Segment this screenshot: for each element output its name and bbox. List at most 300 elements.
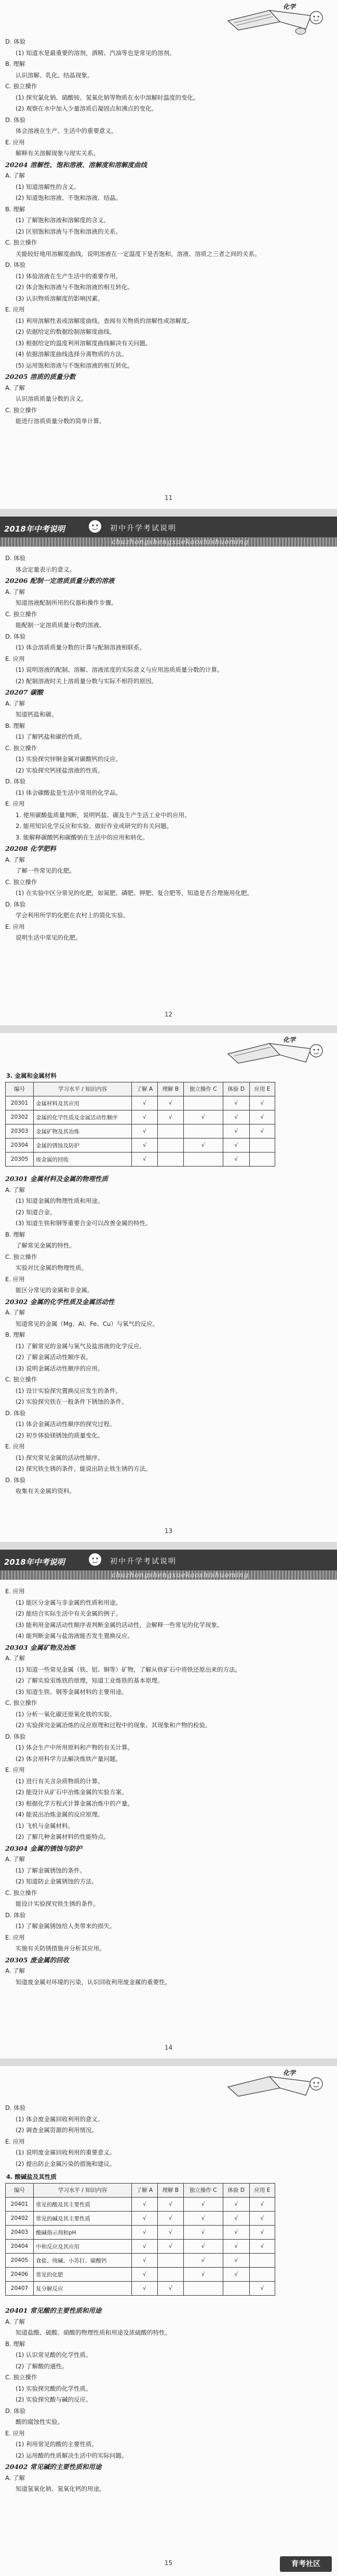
cell-mark: √ — [157, 1096, 183, 1110]
table-header-row — [6, 2184, 275, 2198]
header-pinyin: chuzhongshengxuekaoshishuoming — [112, 1571, 249, 1579]
section-heading: 20402 常见碱的主要性质和用途 — [5, 2463, 102, 2471]
text-line: (2) 实验探究酸与碱的反应。 — [16, 2396, 92, 2403]
text-line: (2) 了解金属活动性顺序表。 — [16, 1353, 92, 1361]
text-line: (4) 能说出冶炼金属的反应原理。 — [16, 1811, 104, 1818]
text-line: A. 了解 — [5, 856, 25, 863]
text-line: (1) 了解钙盐和碳的性质。 — [16, 733, 86, 740]
header-badge — [223, 1033, 332, 1069]
section-heading: 20301 金属材料及金属的物理性质 — [5, 1175, 108, 1183]
text-line: E. 应用 — [5, 1933, 25, 1941]
text-line: B. 理解 — [5, 1331, 25, 1338]
section-heading: 20303 金属矿物及冶炼 — [5, 1643, 76, 1651]
text-line: (2) 知道防止金属锈蚀的方法。 — [16, 1878, 98, 1885]
cell-code: 20402 — [6, 2212, 34, 2226]
text-line: 2. 能用知识化学反应和实验、做好作业或研究的有关问题。 — [16, 822, 173, 830]
text-line: (1) 体会生产中所用原料和产物的有关计算。 — [16, 1744, 133, 1751]
cell-mark: √ — [157, 2226, 183, 2240]
book-mascot-icon — [223, 0, 332, 36]
text-line: (2) 实验探究铁在一般条件下锈蚀的条件。 — [16, 1398, 128, 1405]
cell-mark — [157, 2254, 183, 2268]
text-line: D. 体验 — [5, 900, 26, 908]
header-badge — [223, 2066, 332, 2103]
page-4-body — [5, 1586, 332, 1988]
table-row — [6, 2282, 275, 2296]
cell-code: 20302 — [6, 1110, 34, 1124]
cell-mark: √ — [132, 1153, 158, 1167]
text-line: 知道盐酸、硫酸、硝酸的物理性质和用途及浓硫酸的特性。 — [16, 2329, 171, 2336]
book-mascot-icon — [223, 1033, 332, 1069]
text-line: E. 应用 — [5, 1588, 25, 1595]
text-line: (1) 探究常见金属的活动性顺序。 — [16, 1454, 104, 1461]
text-line: E. 应用 — [5, 1766, 25, 1773]
cell-code: 20305 — [6, 1153, 34, 1167]
cell-mark: √ — [249, 2240, 275, 2254]
cell-mark: √ — [223, 2226, 249, 2240]
cell-code: 20403 — [6, 2226, 34, 2240]
text-line: C. 独立操作 — [5, 2374, 37, 2381]
text-line: 了解常见金属的特性。 — [16, 1242, 75, 1249]
text-line: (2) 了解实验室炼铁的原理，知道工业炼铁的基本原理。 — [16, 1677, 164, 1684]
col-header-level: 理解 B — [157, 2184, 183, 2198]
cell-code: 20405 — [6, 2254, 34, 2268]
text-line: (1) 体会金属活动性顺序的探究过程。 — [16, 1420, 116, 1428]
text-line: (2) 知道合金。 — [16, 1208, 56, 1216]
text-line: C. 独立操作 — [5, 744, 37, 752]
section-heading: 20207 碳酸 — [5, 688, 43, 696]
text-line: (2) 能结合实际生活中有关金属的例子。 — [16, 1610, 122, 1617]
text-line: A. 了解 — [5, 1967, 25, 1974]
cell-mark: √ — [132, 2254, 158, 2268]
text-line: 知道废金属对环境的污染，认识回收利用废金属的重要性。 — [16, 1978, 171, 1986]
text-line: (2) 了解酸的通性。 — [16, 2362, 68, 2370]
cell-mark — [157, 2268, 183, 2282]
text-line: (3) 认识物质溶解度的影响因素。 — [16, 294, 104, 302]
text-line: C. 独立操作 — [5, 1889, 37, 1896]
col-header-content: 学习水平 / 知识内容 — [34, 1082, 132, 1096]
text-line: (2) 探究铁生锈的条件，能说出防止铁生锈的方法。 — [16, 1465, 152, 1472]
cell-content: 常见的化肥 — [34, 2268, 132, 2282]
header-title: 初中升学考试说明 — [110, 524, 177, 533]
table-row — [6, 2240, 275, 2254]
col-header-level: 体验 D — [223, 1082, 249, 1096]
text-line: D. 体验 — [5, 1732, 26, 1740]
section-heading: 20302 金属的化学性质及金属活动性 — [5, 1297, 115, 1306]
text-line: E. 应用 — [5, 1275, 25, 1283]
header-pinyin: chuzhongshengxuekaoshishuoming — [112, 538, 249, 546]
text-line: (2) 知道饱和溶液、不饱和溶液、结晶。 — [16, 194, 122, 201]
text-line: (2) 了解几种金属材料的性能特点。 — [16, 1833, 110, 1840]
cell-code: 20304 — [6, 1138, 34, 1153]
text-line: 实验对比金属的物理性质。 — [16, 1264, 87, 1271]
text-line: (1) 分析一氧化碳还原氧化铁的实验。 — [16, 1710, 116, 1718]
col-header-level: 应用 E — [249, 1082, 275, 1096]
text-line: 实施有关防锈措施并分析其应用。 — [16, 1945, 105, 1952]
text-line: 1. 使用碳酸盐质量判断，说明钙盐、碳及生产生活工业中的应用。 — [16, 811, 191, 819]
cell-mark: √ — [223, 2268, 249, 2282]
cell-mark — [183, 1124, 223, 1138]
text-line: (5) 运用饱和溶液与不饱和溶液的相互转化。 — [16, 361, 133, 369]
text-line: (1) 了解金属锈蚀的条件。 — [16, 1866, 86, 1874]
col-header-level: 体验 D — [223, 2184, 249, 2198]
col-header-code: 编号 — [6, 1082, 34, 1096]
text-line: D. 体验 — [5, 2104, 26, 2111]
text-line: 学会利用所学的化肥在农村上的简化实验。 — [16, 912, 129, 919]
section-heading: 20304 金属的锈蚀与防护 — [5, 1844, 82, 1852]
cell-mark: √ — [157, 2198, 183, 2212]
cell-mark: √ — [132, 1138, 158, 1153]
text-line: (1) 说明废金属回收利用的重要意义。 — [16, 2149, 116, 2156]
cell-mark: √ — [183, 2268, 223, 2282]
text-line: D. 体验 — [5, 2407, 26, 2415]
text-line: (1) 设计实验探究置换反应发生的条件。 — [16, 1387, 122, 1394]
text-line: (2) 观察在水中加入少量溶质后凝固点和沸点的变化。 — [16, 105, 157, 112]
cell-mark: √ — [132, 2240, 158, 2254]
text-line: 了解一些常见的化肥。 — [16, 867, 75, 874]
text-line: (1) 了解饱和溶液和溶解度的含义。 — [16, 216, 110, 224]
cell-code: 20404 — [6, 2240, 34, 2254]
text-line: (1) 知道金属的物理性质和用途。 — [16, 1197, 104, 1204]
text-line: 能区分常见的金属和非金属。 — [16, 1286, 93, 1294]
text-line: (3) 说明金属活动性顺序的应用。 — [16, 1364, 104, 1372]
col-header-level: 了解 A — [132, 1082, 158, 1096]
subject-badge: 化学 — [283, 3, 296, 10]
text-line: D. 体验 — [5, 261, 26, 268]
cell-mark: √ — [249, 1096, 275, 1110]
text-line: A. 了解 — [5, 2317, 25, 2325]
text-line: (2) 配制溶液时关上溶质量分数与实际不相符的原因。 — [16, 677, 157, 685]
text-line: 能设计实验探究铁生锈的条件。 — [16, 1900, 99, 1907]
section-title: 3. 金属和金属材料 — [6, 1072, 57, 1079]
cell-mark: √ — [183, 2212, 223, 2226]
text-line: (3) 知道生铁和钢等重要合金可以改善金属的特性。 — [16, 1219, 152, 1227]
page-2 — [0, 517, 337, 1025]
text-line: (4) 依据溶解度曲线选择分离物质的方法。 — [16, 350, 128, 358]
cell-code: 20406 — [6, 2268, 34, 2282]
text-line: 知道常见的金属（Mg、Al、Fe、Cu）与氧气的反应。 — [16, 1320, 159, 1327]
text-line: (4) 能判断金属与盐溶液能否发生置换反应。 — [16, 1632, 133, 1639]
cell-content: 金属材料及其应用 — [34, 1096, 132, 1110]
text-line: D. 体验 — [5, 778, 26, 785]
text-line: 知道氢氧化钠、氢氧化钙的用途。 — [16, 2485, 105, 2492]
cell-mark: √ — [223, 1153, 249, 1167]
table-row — [6, 1138, 275, 1153]
table-row — [6, 2226, 275, 2240]
text-line: E. 应用 — [5, 655, 25, 662]
cell-mark: √ — [183, 2240, 223, 2254]
table-row — [6, 1153, 275, 1167]
text-line: E. 应用 — [5, 2137, 25, 2145]
text-line: (1) 能区分金属与非金属的性质和用途。 — [16, 1598, 122, 1606]
cell-mark: √ — [249, 2212, 275, 2226]
cell-mark: √ — [157, 2240, 183, 2254]
cell-mark: √ — [223, 2212, 249, 2226]
text-line: 认识溶质质量分数的含义。 — [16, 395, 87, 402]
col-header-level: 应用 E — [249, 2184, 275, 2198]
text-line: A. 了解 — [5, 2474, 25, 2482]
cell-mark — [157, 1124, 183, 1138]
table-row — [6, 2212, 275, 2226]
section-heading: 20305 废金属的回收 — [5, 1956, 69, 1964]
text-line: C. 独立操作 — [5, 1253, 37, 1260]
text-line: 体会定量表示的意义。 — [16, 565, 75, 573]
text-line: E. 应用 — [5, 1443, 25, 1450]
text-line: A. 了解 — [5, 1855, 25, 1863]
cell-mark: √ — [249, 1124, 275, 1138]
cell-mark: √ — [183, 1138, 223, 1153]
cell-mark — [223, 2282, 249, 2296]
text-line: D. 体验 — [5, 1911, 26, 1919]
text-line: D. 体验 — [5, 38, 26, 45]
cell-mark — [249, 2268, 275, 2282]
header-badge — [223, 0, 332, 36]
table-row — [6, 1124, 275, 1138]
text-line: (3) 知道生铁、钢等金属材料的主要用途。 — [16, 1688, 128, 1696]
section-heading: 20206 配制一定溶质质量分数的溶液 — [5, 577, 115, 585]
text-line: (2) 体会用科学方法解决炼铁产量问题。 — [16, 1755, 122, 1762]
text-line: 关能较好地用溶解度曲线，说明溶液在一定温度下是否饱和，溶液、溶质之三者之间的关系。 — [16, 250, 261, 257]
cell-code: 20303 — [6, 1124, 34, 1138]
page-5-body — [5, 2305, 332, 2495]
page-1-body — [5, 36, 332, 427]
text-line: (1) 体会溶质质量分数的计算与配制溶液相联系。 — [16, 644, 145, 651]
cell-content: 中和反应及其应用 — [34, 2240, 132, 2254]
cell-content: 金属的化学性质及金属活动性顺序 — [34, 1110, 132, 1124]
text-line: (1) 在实验中区分常见的化肥，如氮肥、磷肥、钾肥、复合肥等，知道是否合理施用化肥。 — [16, 889, 253, 897]
page-5 — [0, 2066, 337, 2576]
cell-mark: √ — [157, 2212, 183, 2226]
cell-mark: √ — [132, 2212, 158, 2226]
text-line: (1) 了解常见的金属与氧气及盐溶液的化学反应。 — [16, 1342, 145, 1350]
mascot-icon — [86, 1552, 104, 1567]
col-header-content: 学习水平 / 知识内容 — [34, 2184, 132, 2198]
page-2-body — [5, 553, 332, 944]
cell-mark: √ — [132, 2268, 158, 2282]
table-row — [6, 1110, 275, 1124]
cell-code: 20301 — [6, 1096, 34, 1110]
page-1 — [0, 0, 337, 509]
text-line: (2) 运用酸的性质解决生活中的实际问题。 — [16, 2451, 128, 2459]
page-number: 11 — [164, 494, 173, 501]
text-line: 酸的腐蚀性实验。 — [16, 2418, 63, 2425]
text-line: C. 独立操作 — [5, 610, 37, 618]
table-row — [6, 1096, 275, 1110]
col-header-level: 独立操作 C — [183, 1082, 223, 1096]
cell-mark: √ — [249, 2226, 275, 2240]
cell-mark: √ — [223, 1138, 249, 1153]
text-line: (1) 实验探究酸的化学性质。 — [16, 2384, 92, 2392]
page-5-table-block — [5, 2172, 332, 2296]
text-line: (1) 体会碳酸盐是生活中常用的化学品。 — [16, 789, 122, 796]
text-line: E. 应用 — [5, 923, 25, 930]
text-line: (3) 根据化学方程式计算金属冶炼中的产量。 — [16, 1799, 133, 1807]
book-mascot-icon — [223, 2066, 332, 2103]
text-line: B. 理解 — [5, 205, 25, 213]
cell-mark: √ — [132, 2226, 158, 2240]
text-line: A. 了解 — [5, 699, 25, 707]
page-4 — [0, 1550, 337, 2058]
table-row — [6, 2254, 275, 2268]
page-3-body — [5, 1173, 332, 1497]
text-line: (1) 利用常见的酸的主要性质。 — [16, 2441, 98, 2448]
cell-mark — [249, 2254, 275, 2268]
cell-mark: √ — [132, 2282, 158, 2296]
text-line: C. 独立操作 — [5, 406, 37, 414]
cell-content: 食盐、纯碱、小苏打、碳酸钙 — [34, 2254, 132, 2268]
cell-mark: √ — [132, 1096, 158, 1110]
text-line: A. 了解 — [5, 1655, 25, 1662]
col-header-level: 独立操作 C — [183, 2184, 223, 2198]
text-line: A. 了解 — [5, 1186, 25, 1194]
cell-content: 废金属的回收 — [34, 1153, 132, 1167]
cell-mark: √ — [223, 2198, 249, 2212]
text-line: B. 理解 — [5, 60, 25, 67]
text-line: (2) 能设计从矿石中冶炼金属的实验方案。 — [16, 1788, 128, 1796]
text-line: C. 独立操作 — [5, 1376, 37, 1383]
text-line: (1) 说明溶液的配制、溶解、溶液浓度的实际意义与应用溶质质量分数的计算。 — [16, 666, 223, 673]
section-heading: 20401 常见酸的主要性质和用途 — [5, 2307, 102, 2314]
cell-mark: √ — [132, 2198, 158, 2212]
cell-content: 常见的酸及其主要性质 — [34, 2198, 132, 2212]
text-line: A. 了解 — [5, 172, 25, 179]
cell-mark: √ — [223, 1124, 249, 1138]
year-label: 2018年中考说明 — [4, 524, 65, 534]
page-5-pre-body — [5, 2103, 332, 2170]
page-3-table-block — [5, 1070, 332, 1167]
cell-mark: √ — [249, 2282, 275, 2296]
cell-mark: √ — [183, 1110, 223, 1124]
standards-table — [5, 2183, 275, 2296]
site-watermark: 育考社区 — [280, 2556, 332, 2572]
header-title: 初中升学考试说明 — [110, 1557, 177, 1566]
page-3 — [0, 1033, 337, 1542]
text-line: (1) 知道水是最重要的溶剂，酒精、汽油等也是常见的溶剂。 — [16, 49, 176, 57]
text-line: (2) 依据给定的数据绘制溶解度曲线。 — [16, 328, 116, 335]
text-line: 说明生活中常见的化肥。 — [16, 934, 82, 941]
text-line: 能配制一定溶质质量分数的溶液。 — [16, 621, 105, 629]
text-line: B. 理解 — [5, 1230, 25, 1238]
text-line: A. 了解 — [5, 588, 25, 595]
subject-badge: 化学 — [283, 1036, 296, 1043]
text-line: E. 应用 — [5, 800, 25, 807]
text-line: E. 应用 — [5, 306, 25, 313]
cell-mark: √ — [223, 2254, 249, 2268]
cell-mark: √ — [183, 2226, 223, 2240]
cell-mark: √ — [223, 1110, 249, 1124]
table-row — [6, 2198, 275, 2212]
text-line: 体会溶液在生产、生活中的重要意义。 — [16, 127, 117, 134]
page-number: 14 — [164, 2044, 173, 2051]
text-line: (1) 利用溶解性表或溶解度曲线，查阅有关物质的溶解性或溶解度。 — [16, 317, 193, 324]
exam-header-banner — [0, 1550, 337, 1586]
text-line: (1) 飞机与金属材料。 — [16, 1822, 74, 1829]
cell-content: 金属矿物及其冶炼 — [34, 1124, 132, 1138]
cell-mark: √ — [183, 2254, 223, 2268]
standards-table — [5, 1082, 275, 1167]
cell-mark — [183, 1096, 223, 1110]
text-line: (1) 知道一些常见金属（铁、铝、铜等）矿物，了解从铁矿石中将铁还原出来的方法。 — [16, 1665, 241, 1673]
cell-mark — [249, 1153, 275, 1167]
cell-mark — [183, 1153, 223, 1167]
cell-content: 复分解反应 — [34, 2282, 132, 2296]
text-line: B. 理解 — [5, 722, 25, 729]
text-line: 知道钙盐和碳。 — [16, 711, 58, 718]
page-number: 15 — [164, 2559, 173, 2567]
text-line: (1) 体会废金属回收利用的意义。 — [16, 2115, 104, 2123]
text-line: (2) 体会饱和溶液与不饱和溶液的相互转化。 — [16, 283, 133, 291]
section-heading: 20204 溶解性、饱和溶液、溶解度和溶解度曲线 — [5, 160, 147, 169]
text-line: D. 体验 — [5, 116, 26, 124]
cell-mark — [157, 1138, 183, 1153]
text-line: D. 体验 — [5, 632, 26, 640]
cell-mark — [183, 2282, 223, 2296]
text-line: 3. 能解释碳酸钙和碳酸钠在生活中的应用和转化。 — [16, 833, 149, 841]
text-line: C. 独立操作 — [5, 878, 37, 886]
text-line: 能进行溶质质量分数的简单计算。 — [16, 417, 105, 425]
page-number: 12 — [164, 1011, 173, 1018]
col-header-code: 编号 — [6, 2184, 34, 2198]
text-line: (2) 实验探究钙镁盐溶液的性质。 — [16, 766, 104, 774]
subject-badge: 化学 — [283, 2069, 296, 2077]
cell-mark: √ — [249, 1110, 275, 1124]
text-line: 知道溶液配制所用的仪器和操作步骤。 — [16, 599, 117, 606]
page-number: 13 — [164, 1527, 173, 1535]
text-line: (2) 调查金属资源的利用情况。 — [16, 2126, 98, 2134]
text-line: D. 体验 — [5, 1409, 26, 1417]
text-line: C. 独立操作 — [5, 83, 37, 90]
text-line: (1) 进行有关含杂质物质的计算。 — [16, 1777, 104, 1785]
text-line: (2) 实验探究金属冶炼的反应原理和过程中的现象、其现象和产物的检验。 — [16, 1721, 211, 1729]
text-line: C. 独立操作 — [5, 1699, 37, 1706]
text-line: (2) 区别饱和溶液与不饱和溶液的关系。 — [16, 227, 122, 235]
cell-mark: √ — [223, 1096, 249, 1110]
section-title: 4. 酸碱盐及其性质 — [6, 2173, 57, 2180]
year-label: 2018年中考说明 — [4, 1557, 65, 1567]
cell-mark — [157, 1153, 183, 1167]
text-line: (1) 实验探究锌铜金属对碳酸钙的反应。 — [16, 755, 122, 763]
text-line: 收集有关金属的资料。 — [16, 1487, 75, 1495]
text-line: E. 应用 — [5, 138, 25, 146]
cell-mark: √ — [223, 2240, 249, 2254]
cell-mark: √ — [132, 1124, 158, 1138]
cell-content: 金属的锈蚀及防护 — [34, 1138, 132, 1153]
text-line: D. 体验 — [5, 1476, 26, 1484]
mascot-icon — [86, 519, 104, 534]
exam-header-banner — [0, 517, 337, 553]
text-line: (1) 体验溶液在生产生活中的重要作用。 — [16, 272, 122, 280]
cell-code: 20401 — [6, 2198, 34, 2212]
text-line: (1) 了解金属锈蚀给人类带来的损失。 — [16, 1922, 116, 1930]
text-line: (1) 知道溶解性的含义。 — [16, 183, 80, 191]
section-heading: 20208 化学肥料 — [5, 845, 56, 852]
text-line: B. 理解 — [5, 2340, 25, 2348]
cell-mark: √ — [157, 2282, 183, 2296]
text-line: 解释有关溶解现象与现实关系。 — [16, 150, 99, 157]
text-line: (1) 认识常见酸的化学性质。 — [16, 2351, 92, 2358]
cell-mark: √ — [183, 2198, 223, 2212]
text-line: (3) 能利用金属活动性顺序表判断金属的活动性，会解释一些常见的化学现象。 — [16, 1621, 223, 1629]
text-line: C. 独立操作 — [5, 239, 37, 246]
text-line: A. 了解 — [5, 1309, 25, 1316]
text-line: (3) 根据给定的温度利用溶解度曲线解决有关问题。 — [16, 339, 152, 347]
cell-content: 酸碱指示剂和pH — [34, 2226, 132, 2240]
text-line: A. 了解 — [5, 384, 25, 391]
text-line: E. 应用 — [5, 2429, 25, 2437]
text-line: (1) 探究氯化钠、硝酸铵、氢氧化钠等物质在水中溶解时温度的变化。 — [16, 93, 199, 101]
text-line: 认识溶解、乳化、结晶现象。 — [16, 71, 93, 79]
cell-mark: √ — [157, 1110, 183, 1124]
cell-mark: √ — [132, 1110, 158, 1124]
